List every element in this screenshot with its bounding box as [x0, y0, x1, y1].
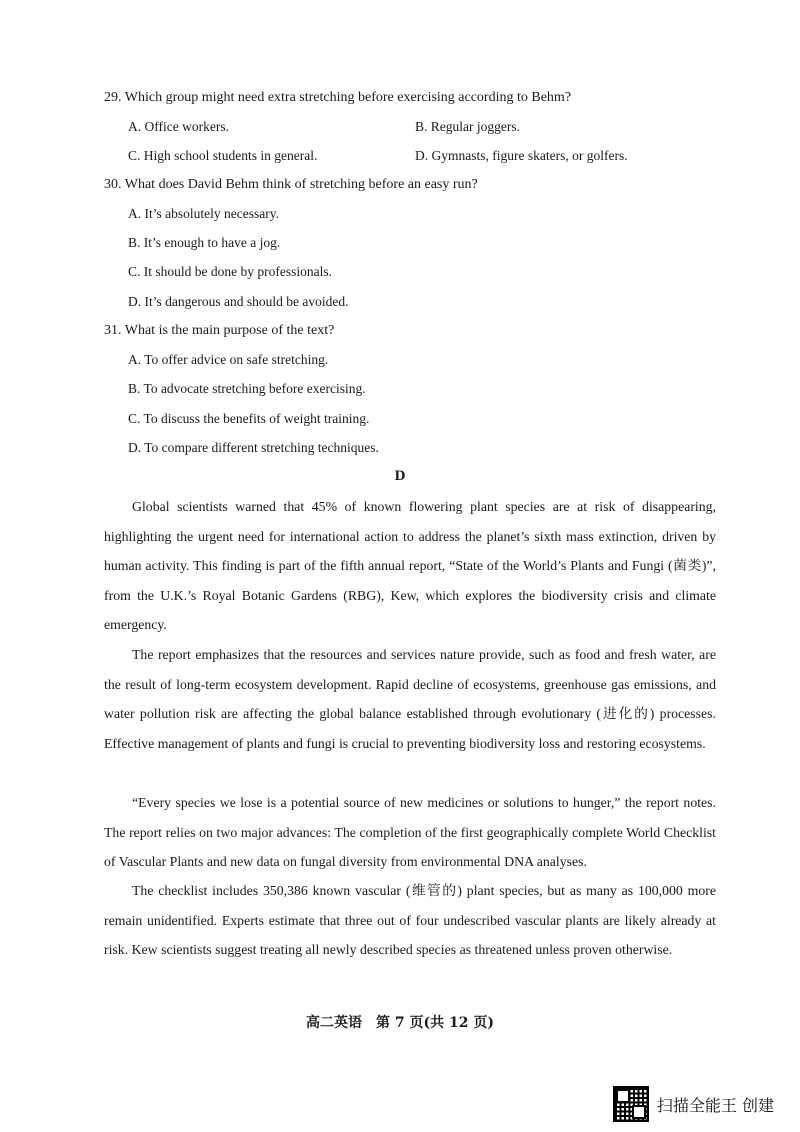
passage-paragraph: [104, 640, 716, 758]
question-29-option-a: A. Office workers.: [128, 119, 229, 134]
paragraph-text: The checklist includes 350,386 known vascular (维管的) plant species, but as many as 100,000 more remain unidentified. Experts estimate that three out of four undescribed vascular plants are likely already at risk. Kew scientists suggest treating all newly described species as threatened unless proven otherwise.: [104, 883, 716, 957]
paragraph-text: “Every species we lose is a potential source of new medicines or solutions to hunger,” the report notes. The report relies on two major advances: The completion of the first geographically complete World Checklist of Vascular Plants and new data on fungal diversity from environmental DNA analyses.: [104, 795, 716, 869]
question-31-option-a: A. To offer advice on safe stretching.: [128, 352, 329, 367]
paragraph-text: The report emphasizes that the resources and services nature provide, such as food and fresh water, are the result of long-term ecosystem development. Rapid decline of ecosystems, greenhouse gas emissions, and water pollution risk are affecting the global balance established through evolutionary (进化的) processes. Effective management of plants and fungi is crucial to preventing biodiversity loss and restoring ecosystems.: [104, 647, 716, 751]
question-29-option-c: C. High school students in general.: [128, 148, 318, 163]
question-31-option-d: D. To compare different stretching techniques.: [128, 440, 379, 455]
question-29-option-d: D. Gymnasts, figure skaters, or golfers.: [415, 148, 628, 163]
question-30-option-b: B. It’s enough to have a jog.: [128, 235, 281, 250]
question-29-stem: 29. Which group might need extra stretching before exercising according to Behm?: [104, 90, 572, 105]
watermark-text: 扫描全能王 创建: [656, 1095, 774, 1115]
passage-paragraph: [104, 876, 716, 965]
passage-paragraph: [104, 492, 716, 640]
question-31-option-b: B. To advocate stretching before exercising.: [128, 381, 366, 396]
question-31-stem: 31. What is the main purpose of the text?: [104, 323, 335, 338]
question-30-option-c: C. It should be done by professionals.: [128, 264, 332, 279]
scanner-watermark: [613, 1086, 774, 1122]
paragraph-text: Global scientists warned that 45% of known flowering plant species are at risk of disappearing, highlighting the urgent need for international action to address the planet’s sixth mass extinction, driven by human activity. This finding is part of the fifth annual report, “State of the World’s Plants and Fungi (菌类)”, from the U.K.’s Royal Botanic Gardens (RBG), Kew, which explores the biodiversity crisis and climate emergency.: [104, 499, 716, 632]
question-30-stem: 30. What does David Behm think of stretching before an easy run?: [104, 177, 478, 192]
question-31-option-c: C. To discuss the benefits of weight training.: [128, 411, 370, 426]
page-footer: 高二英语 第 7 页(共 12 页): [306, 1015, 494, 1031]
section-heading: D: [394, 468, 406, 484]
question-29-option-b: B. Regular joggers.: [415, 119, 520, 134]
passage-paragraph: [104, 788, 716, 877]
qr-code-icon: [613, 1086, 649, 1122]
question-30-option-d: D. It’s dangerous and should be avoided.: [128, 294, 349, 309]
question-30-option-a: A. It’s absolutely necessary.: [128, 206, 279, 221]
